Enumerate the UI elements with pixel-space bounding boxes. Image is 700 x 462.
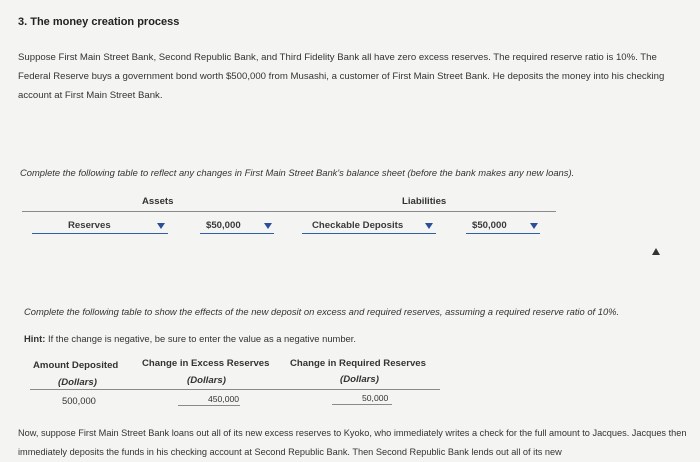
excess-change-input[interactable]: 450,000 [178,393,240,406]
liability-item-dropdown[interactable] [302,218,436,234]
col-required-header: Change in Required Reserves [290,358,426,369]
col-excess-header: Change in Excess Reserves [142,358,270,369]
reserves-table-rule [30,389,440,390]
chevron-down-icon [157,223,165,229]
liability-item-label: Checkable Deposits [312,219,404,231]
amount-deposited-value: 500,000 [62,395,96,406]
mouse-cursor-icon [652,248,660,255]
hint-label: Hint: [24,333,46,344]
question-title: 3. The money creation process [18,16,180,28]
col-amount-deposited-header: Amount Deposited [33,360,119,371]
asset-item-dropdown[interactable] [32,218,168,234]
col-amount-deposited-unit: (Dollars) [58,377,97,388]
chevron-down-icon [264,223,272,229]
col-required-unit: (Dollars) [340,374,379,385]
t-account-rule [22,211,556,212]
reserves-instruction: Complete the following table to show the effects of the new deposit on excess and required reserves, assuming a required reserve ratio of 10%. [24,306,620,317]
continuation-text: Now, suppose First Main Street Bank loans out all of its new excess reserves to Kyoko, who immediately writes a check for the full amount to Jacques. Jacques then immediately deposits the funds in his checking account at Second Republic Bank. Then Second Republic Bank lends out all of its new [18,428,687,457]
chevron-down-icon [530,223,538,229]
required-change-input[interactable]: 50,000 [332,392,392,405]
asset-value-label: $50,000 [206,219,241,231]
balance-sheet-instruction: Complete the following table to reflect any changes in First Main Street Bank's balance sheet (before the bank makes any new loans). [20,167,575,178]
assets-header: Assets [142,196,174,207]
chevron-down-icon [425,223,433,229]
liabilities-header: Liabilities [402,196,447,207]
col-excess-unit: (Dollars) [187,375,226,386]
liability-value-label: $50,000 [472,219,507,231]
liability-value-dropdown[interactable] [466,218,540,234]
hint-text: If the change is negative, be sure to enter the value as a negative number. [47,333,356,344]
asset-value-dropdown[interactable] [200,218,274,234]
asset-item-label: Reserves [68,219,111,231]
hint [24,333,356,344]
question-intro: Suppose First Main Street Bank, Second Republic Bank, and Third Fidelity Bank all have zero excess reserves. The required reserve ratio is 10%. The Federal Reserve buys a government bond worth $500,000 from Musashi, a customer of First Main Street Bank. He deposits the money into his checking account at First Main Street Bank. [18,52,665,101]
